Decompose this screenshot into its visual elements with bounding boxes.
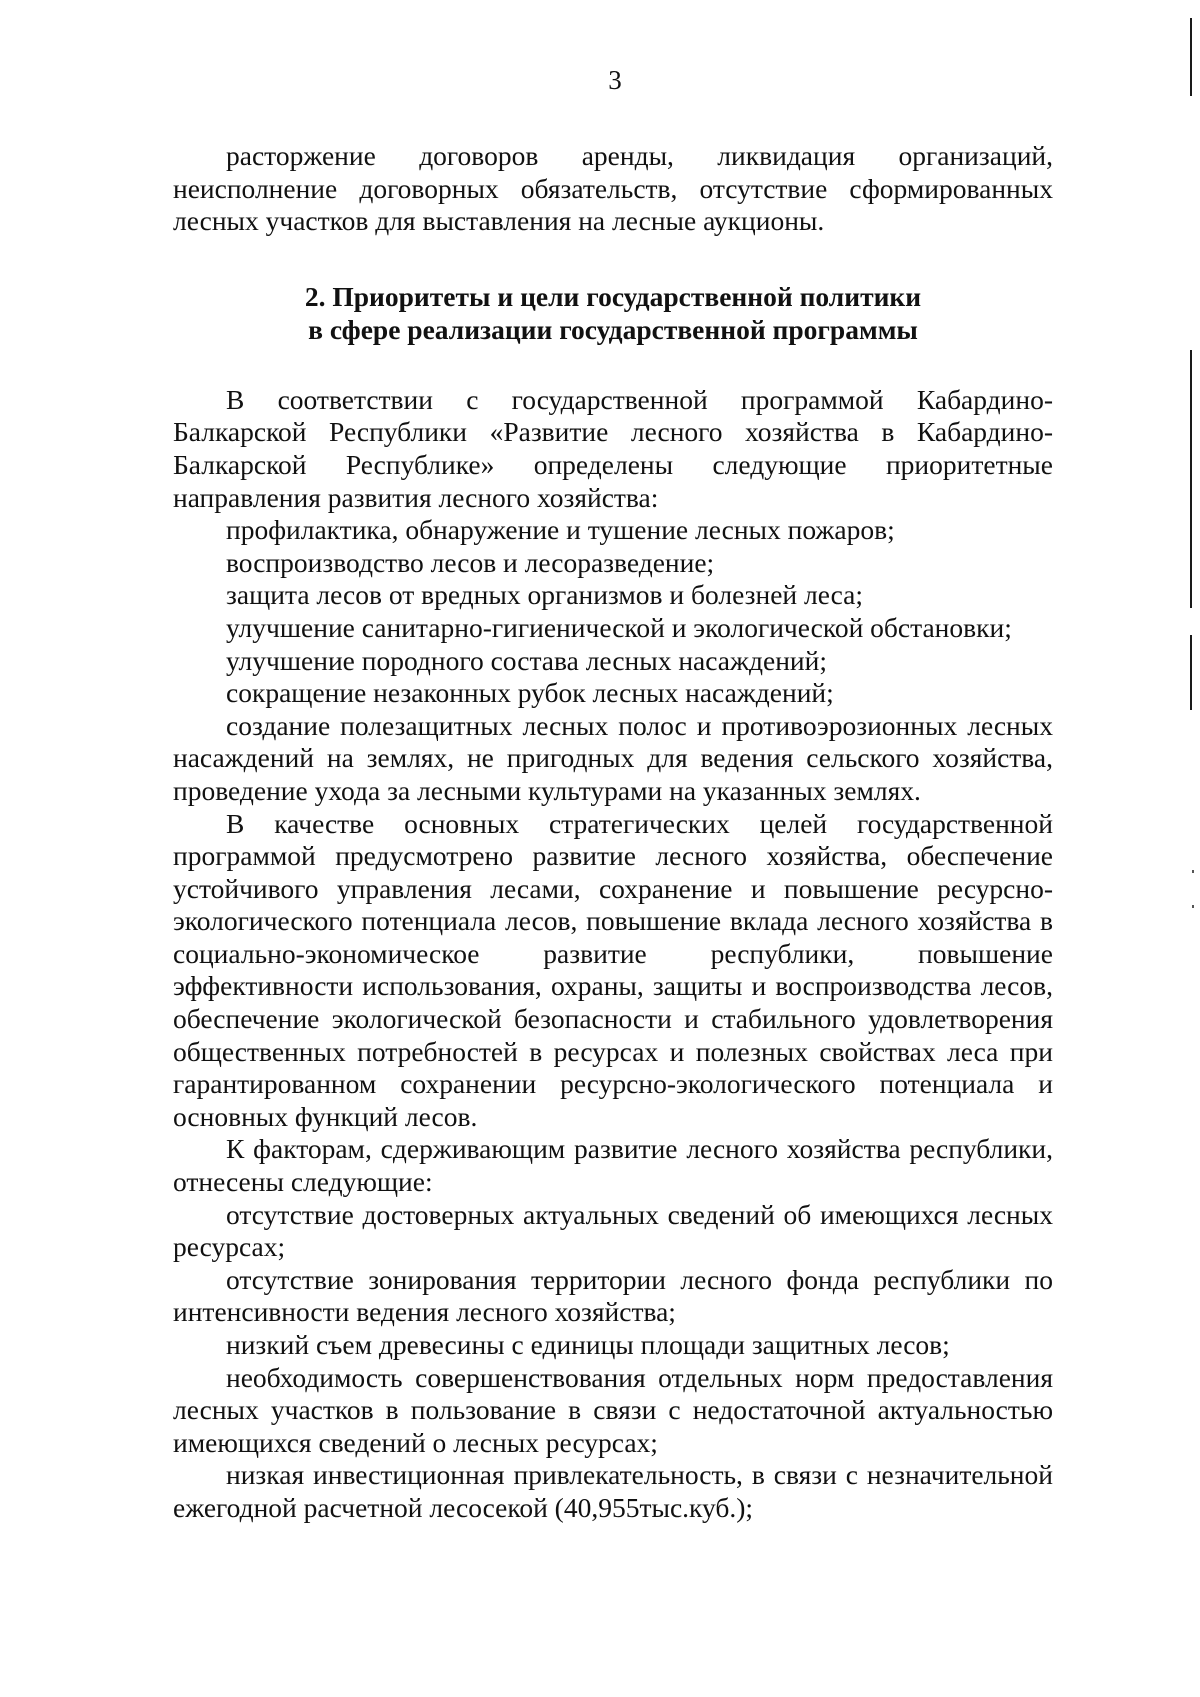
list-item-factor: отсутствие зонирования территории лесного фонда республики по интенсивности ведения лесного хозяйства; — [173, 1263, 1053, 1328]
list-item-priority: улучшение санитарно-гигиенической и экологической обстановки; — [226, 611, 1012, 643]
list-item-factor: необходимость совершенствования отдельных норм предоставления лесных участков в пользование в связи с недостаточной актуальностью имеющихся сведений о лесных ресурсах; — [173, 1361, 1053, 1458]
scan-edge-mark — [1192, 870, 1194, 873]
section-heading-line-1: 2. Приоритеты и цели государственной политики — [304, 280, 922, 312]
list-item-priority: профилактика, обнаружение и тушение лесных пожаров; — [226, 514, 895, 546]
list-item-priority: улучшение породного состава лесных насаждений; — [226, 644, 827, 676]
document-body — [173, 140, 1053, 1525]
scan-edge-mark — [1192, 905, 1194, 908]
list-item-factor: низкий съем древесины с единицы площади защитных лесов; — [226, 1329, 950, 1360]
paragraph-goals: В качестве основных стратегических целей государственной программой предусмотрено развитие лесного хозяйства, обеспечение устойчивого управления лесами, сохранение и повышение ресурсно-экологического потенциала лесов, повышение вклада лесного хозяйства в социально-экономическое развитие республики, повышение эффективности использования, охраны, защиты и воспроизводства лесов, обеспечение экологической безопасности и стабильного удовлетворения общественных потребностей в ресурсах и полезных свойствах леса при гарантированном сохранении ресурсно-экологического потенциала и основных функций лесов. — [173, 807, 1053, 1132]
list-item-factor: отсутствие достоверных актуальных сведений об имеющихся лесных ресурсах; — [173, 1198, 1053, 1263]
section-heading — [173, 280, 1053, 346]
section-heading-line-2: в сфере реализации государственной программы — [308, 313, 918, 345]
list-item-factor: низкая инвестиционная привлекательность, в связи с незначительной ежегодной расчетной лесосекой (40,955тыс.куб.); — [173, 1459, 1053, 1523]
list-item-priority: защита лесов от вредных организмов и болезней леса; — [226, 579, 864, 611]
list-item-priority: сокращение незаконных рубок лесных насаждений; — [226, 677, 834, 709]
paragraph-intro: В соответствии с государственной программой Кабардино-Балкарской Республики «Развитие лесного хозяйства в Кабардино-Балкарской Республике» определены следующие приоритетные направления развития лесного хозяйства: — [173, 383, 1053, 513]
list-item-priority: создание полезащитных лесных полос и противоэрозионных лесных насаждений на землях, не пригодных для ведения сельского хозяйства, проведение ухода за лесными культурами на указанных землях. — [173, 709, 1053, 806]
page-number: 3 — [608, 65, 622, 95]
scan-edge-mark — [1190, 635, 1192, 710]
scan-edge-mark — [1190, 18, 1192, 96]
paragraph-factors-intro: К факторам, сдерживающим развитие лесного хозяйства республики, отнесены следующие: — [173, 1133, 1053, 1198]
scan-edge-mark — [1190, 350, 1192, 608]
paragraph-continuation: расторжение договоров аренды, ликвидация организаций, неисполнение договорных обязательств, отсутствие сформированных лесных участков для выставления на лесные аукционы. — [173, 140, 1053, 237]
list-item-priority: воспроизводство лесов и лесоразведение; — [226, 546, 715, 578]
